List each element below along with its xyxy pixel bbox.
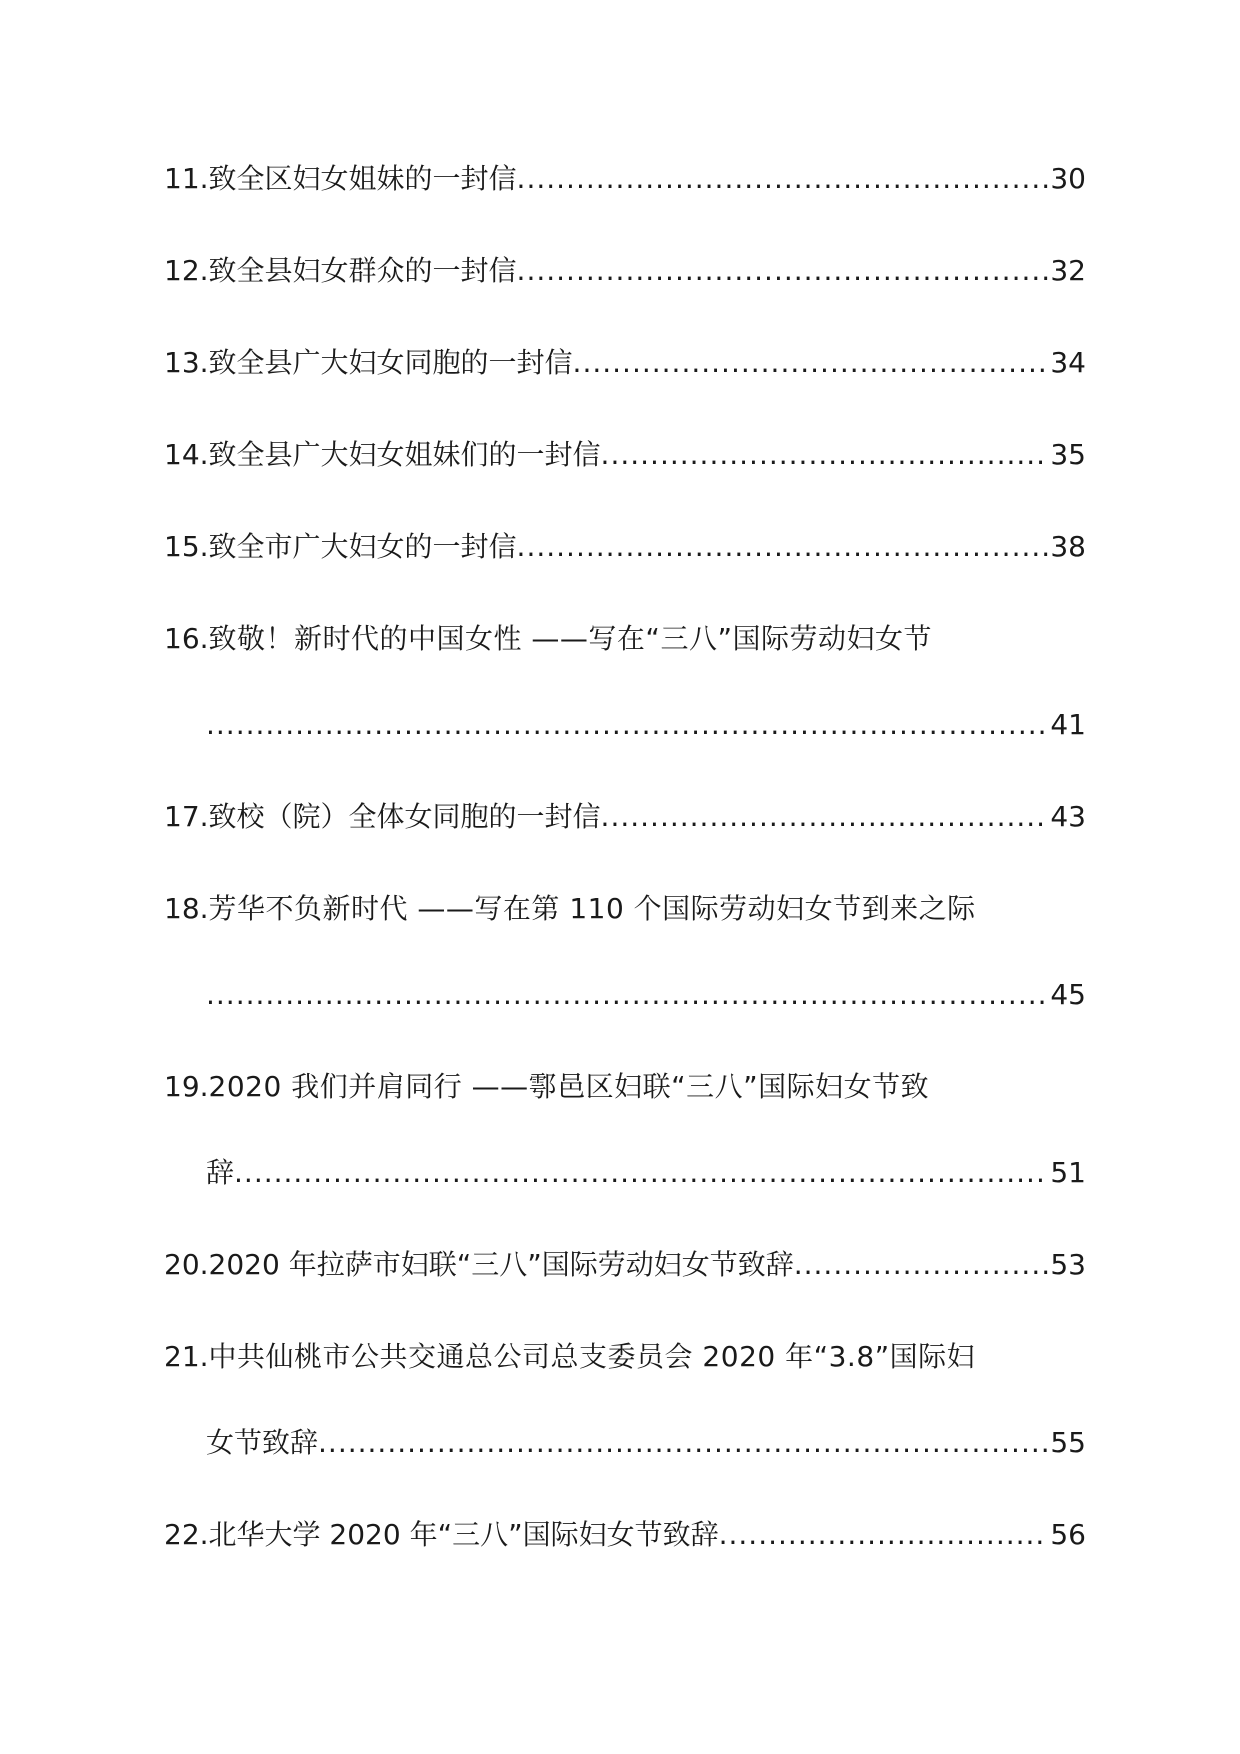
table-of-contents [164, 162, 1086, 1613]
toc-leader-dots [794, 1251, 1049, 1279]
toc-page-number: 35 [1050, 438, 1086, 471]
toc-page-number: 43 [1050, 800, 1086, 833]
toc-entry-number: 12. [164, 254, 209, 287]
toc-entry-number: 14. [164, 438, 209, 471]
toc-page-number: 32 [1050, 254, 1086, 287]
toc-leader-dots [234, 1159, 1048, 1187]
toc-entry-number: 18. [164, 892, 209, 925]
toc-entry-number: 11. [164, 162, 209, 195]
toc-entry-title-continued: 辞 [206, 1156, 235, 1189]
toc-entry-17[interactable] [164, 800, 1086, 895]
toc-entry-number: 15. [164, 530, 209, 563]
toc-leader-dots [318, 1429, 1048, 1457]
toc-entry-15[interactable] [164, 530, 1086, 625]
toc-entry-number: 22. [164, 1518, 209, 1551]
toc-entry-14[interactable] [164, 438, 1086, 533]
toc-page-number: 38 [1050, 530, 1086, 563]
toc-page-number: 53 [1050, 1248, 1086, 1281]
toc-entry-number: 16. [164, 622, 209, 655]
toc-entry-title: 致全县广大妇女姐妹们的一封信 [208, 438, 601, 471]
toc-entry-13[interactable] [164, 346, 1086, 441]
toc-page-number: 45 [1050, 978, 1086, 1011]
toc-entry-21[interactable] [164, 1340, 1086, 1521]
toc-entry-number: 13. [164, 346, 209, 379]
toc-entry-22[interactable] [164, 1518, 1086, 1613]
toc-entry-title: 致全区妇女姐妹的一封信 [208, 162, 517, 195]
toc-page-number: 41 [1050, 708, 1086, 741]
toc-entry-16[interactable] [164, 622, 1086, 803]
toc-page-number: 55 [1050, 1426, 1086, 1459]
toc-entry-title: 致校（院）全体女同胞的一封信 [208, 800, 601, 833]
toc-page-number: 34 [1050, 346, 1086, 379]
toc-page-number: 30 [1050, 162, 1086, 195]
toc-leader-dots [517, 257, 1049, 285]
toc-entry-number: 17. [164, 800, 209, 833]
toc-leader-dots [517, 165, 1049, 193]
toc-entry-number: 20. [164, 1248, 209, 1281]
toc-entry-title: 2020 我们并肩同行 ——鄠邑区妇联“三八”国际妇女节致 [208, 1070, 930, 1103]
toc-entry-title: 芳华不负新时代 ——写在第 110 个国际劳动妇女节到来之际 [208, 892, 976, 925]
toc-entry-title: 中共仙桃市公共交通总公司总支委员会 2020 年“3.8”国际妇 [208, 1340, 976, 1373]
toc-entry-number: 21. [164, 1340, 209, 1373]
toc-entry-title: 致全县妇女群众的一封信 [208, 254, 517, 287]
toc-leader-dots [601, 803, 1049, 831]
toc-leader-dots [573, 349, 1049, 377]
toc-leader-dots [517, 533, 1049, 561]
toc-entry-number: 19. [164, 1070, 209, 1103]
toc-entry-19[interactable] [164, 1070, 1086, 1251]
toc-entry-title: 2020 年拉萨市妇联“三八”国际劳动妇女节致辞 [208, 1248, 794, 1281]
toc-entry-12[interactable] [164, 254, 1086, 349]
toc-entry-20[interactable] [164, 1248, 1086, 1343]
toc-entry-title: 北华大学 2020 年“三八”国际妇女节致辞 [208, 1518, 719, 1551]
toc-entry-18[interactable] [164, 892, 1086, 1073]
toc-page-number: 51 [1050, 1156, 1086, 1189]
toc-entry-title: 致敬！新时代的中国女性 ——写在“三八”国际劳动妇女节 [208, 622, 932, 655]
toc-entry-title-continued: 女节致辞 [206, 1426, 319, 1459]
toc-page-number: 56 [1050, 1518, 1086, 1551]
toc-leader-dots [601, 441, 1049, 469]
toc-leader-dots [206, 711, 1048, 739]
toc-entry-11[interactable] [164, 162, 1086, 257]
toc-leader-dots [206, 981, 1048, 1009]
toc-entry-title: 致全县广大妇女同胞的一封信 [208, 346, 573, 379]
toc-leader-dots [719, 1521, 1049, 1549]
toc-entry-title: 致全市广大妇女的一封信 [208, 530, 517, 563]
